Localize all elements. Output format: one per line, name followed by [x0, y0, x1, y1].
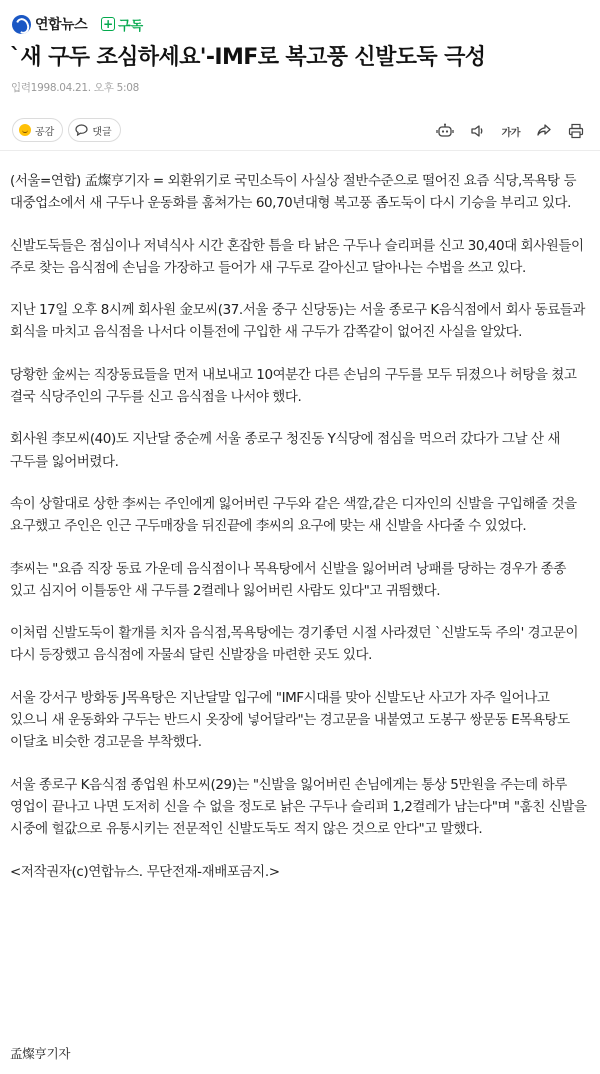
speaker-icon[interactable] [470, 122, 486, 140]
article-paragraph: 회사원 李모씨(40)도 지난달 중순께 서울 종로구 청진동 Y식당에 점심을 먹으러 갔다가 그날 산 새 구두를 잃어버렸다. [10, 431, 560, 470]
header-divider [0, 150, 600, 151]
article-paragraph: 이처럼 신발도둑이 활개를 치자 음식점,목욕탕에는 경기좋던 시절 사라졌던 `신발도둑 주의' 경고문이 다시 등장했고 음식점에 자물쇠 달린 신발장을 마련한 곳도 있다. [10, 625, 579, 664]
article-title: `새 구두 조심하세요'-IMF로 복고풍 신발도둑 극성 [10, 45, 486, 70]
comment-label: 댓글 [92, 126, 112, 138]
article-paragraph: 李씨는 "요즘 직장 동료 가운데 음식점이나 목욕탕에서 신발을 잃어버려 낭패를 당하는 경우가 종종 있고 심지어 이틀동안 새 구두를 2켤레나 잃어버린 사람도 있다"고 귀띔했다. [10, 560, 566, 599]
article-body [10, 170, 588, 883]
comment-icon [75, 124, 88, 136]
like-button[interactable] [12, 118, 63, 142]
article-paragraph: 신발도둑들은 점심이나 저녁식사 시간 혼잡한 틈을 타 낡은 구두나 슬리퍼를 신고 30,40대 회사원들이 주로 찾는 음식점에 손님을 가장하고 들어가 새 구두로 갈아신고 달아나는 수법을 쓰고 있다. [10, 237, 584, 276]
like-label: 공감 [35, 126, 55, 138]
brand-name: 연합뉴스 [35, 17, 88, 33]
article-paragraph: (서울=연합) 孟燦亨기자 = 외환위기로 국민소득이 사실상 절반수준으로 떨어진 요즘 식당,목욕탕 등 대중업소에서 새 구두나 운동화를 훔쳐가는 60,70년대형 복고풍 좀도둑이 다시 기승을 부리고 있다. [10, 173, 577, 212]
font-size-button[interactable]: 가가 [501, 127, 520, 139]
subscribe-label: 구독 [118, 18, 144, 34]
reaction-buttons [12, 118, 126, 142]
article-dateline: 입력1998.04.21. 오후 5:08 [11, 82, 139, 94]
plus-icon: + [103, 17, 114, 31]
article-toolbar [420, 122, 584, 140]
subscribe-button[interactable] [101, 15, 143, 34]
logo-mark-icon [12, 15, 31, 34]
article-paragraph: 서울 종로구 K음식점 종업원 朴모씨(29)는 "신발을 잃어버린 손님에게는 통상 5만원을 주는데 하루 영업이 끝나고 나면 도저히 신을 수 없을 정도로 낡은 구두나 슬리퍼 1,2켤레가 남는다"며 "훔친 신발을 시중에 헐값으로 유통시키는 전문적인 신발도둑도 적지 않은 것으로 안다"고 말했다. [10, 776, 587, 838]
reporter-byline: 孟燦亨기자 [10, 1046, 71, 1061]
copyright-notice: <저작권자(c)연합뉴스. 무단전재-재배포금지.> [10, 863, 280, 880]
article-paragraph: 속이 상할대로 상한 李씨는 주인에게 잃어버린 구두와 같은 색깔,같은 디자인의 신발을 구입해줄 것을 요구했고 주인은 인근 구두매장을 뒤진끝에 李씨의 요구에 맞는 새 신발을 사다줄 수 있었다. [10, 495, 577, 535]
print-icon[interactable] [568, 122, 584, 140]
article-paragraph: 당황한 金씨는 직장동료들을 먼저 내보내고 10여분간 다른 손님의 구두를 모두 뒤졌으나 허탕을 쳤고 결국 식당주인의 구두를 신고 음식점을 나서야 했다. [10, 366, 577, 406]
robot-icon[interactable] [436, 122, 454, 140]
top-bar [12, 12, 143, 36]
article-paragraph: 서울 강서구 방화동 J목욕탕은 지난달말 입구에 "IMF시대를 맞아 신발도난 사고가 자주 일어나고 있으니 새 운동화와 구두는 반드시 옷장에 넣어달라"는 경고문을 내붙였고 도봉구 쌍문동 E목욕탕도 이달초 비슷한 경고문을 부착했다. [10, 689, 570, 751]
smile-icon [19, 124, 31, 136]
share-icon[interactable] [536, 122, 552, 140]
brand-logo[interactable] [12, 14, 87, 34]
comment-button[interactable] [68, 118, 120, 142]
article-paragraph: 지난 17일 오후 8시께 회사원 金모씨(37.서울 중구 신당동)는 서울 종로구 K음식점에서 회사 동료들과 회식을 마치고 음식점을 나서다 이틀전에 구입한 새 구두가 감쪽같이 없어진 사실을 알았다. [10, 302, 585, 341]
